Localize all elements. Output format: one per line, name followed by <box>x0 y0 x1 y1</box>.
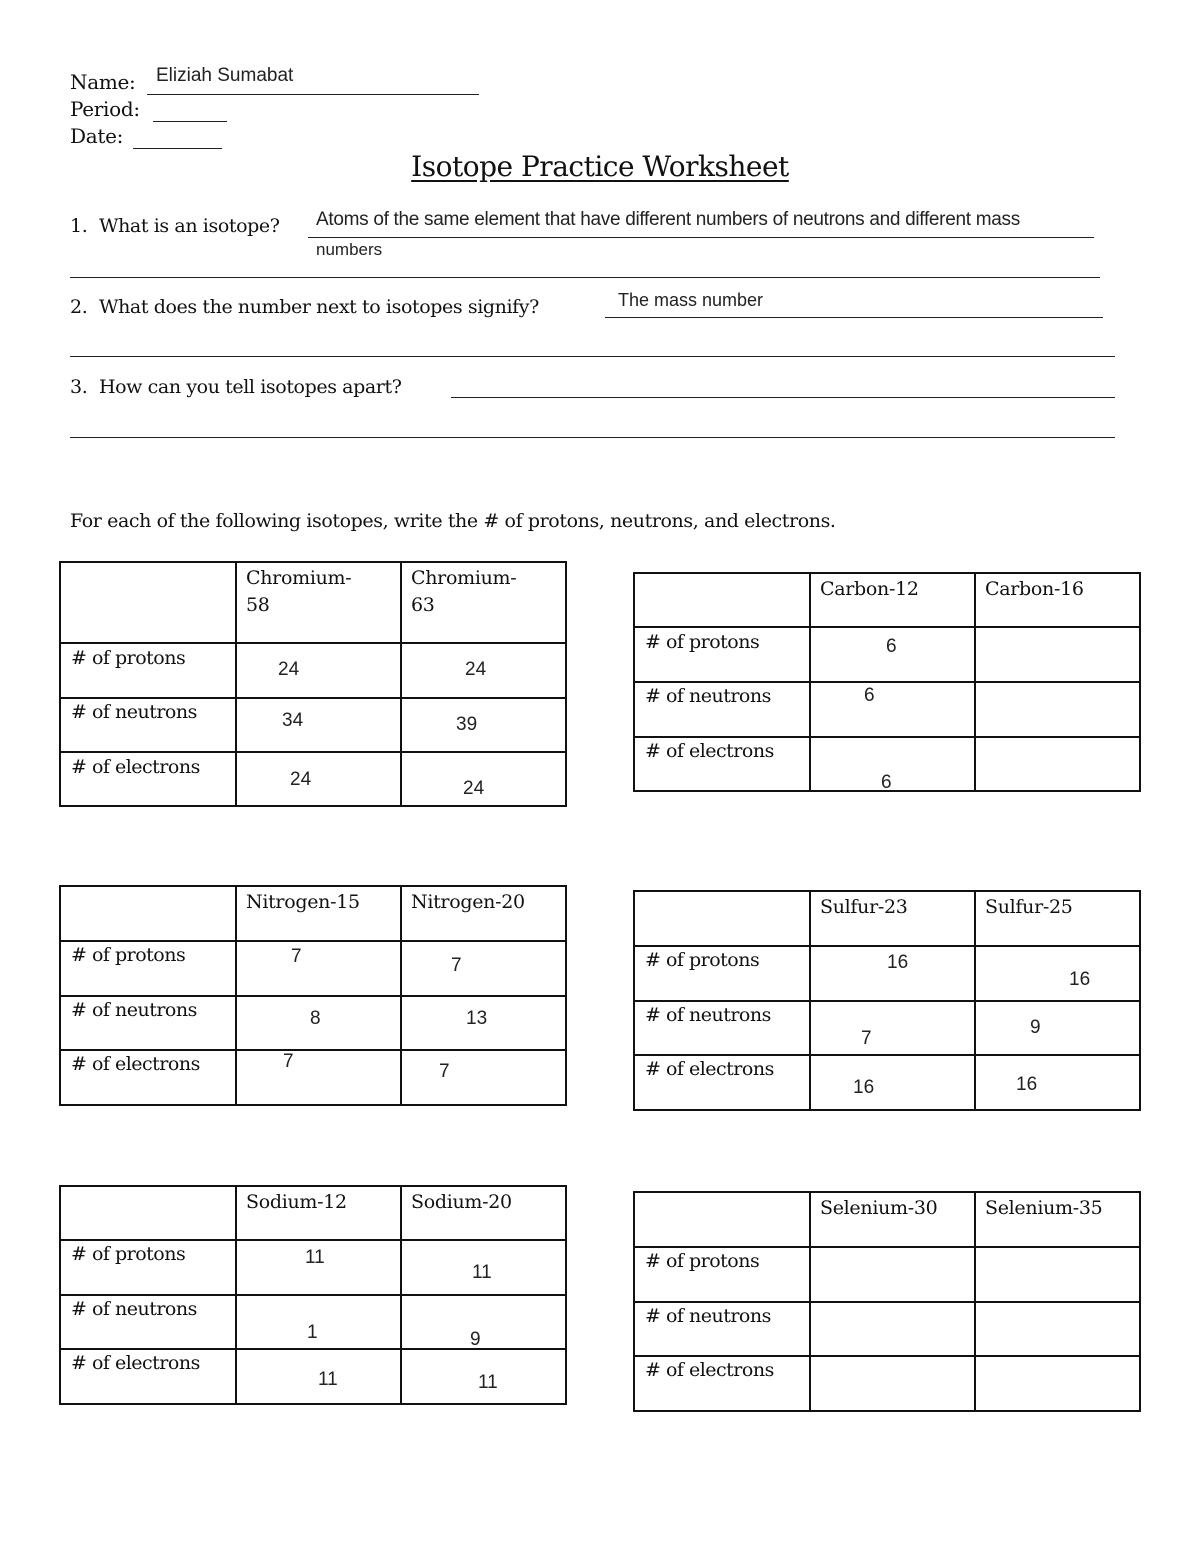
row-label-neutrons: # of neutrons <box>645 1305 771 1327</box>
date-field[interactable] <box>133 148 222 149</box>
period-label: Period: <box>70 97 140 121</box>
cell-value[interactable]: 9 <box>1030 1017 1041 1038</box>
name-field[interactable] <box>147 94 479 95</box>
row-label-protons: # of protons <box>71 944 186 966</box>
question-text: How can you tell isotopes apart? <box>98 376 402 398</box>
cell-value[interactable]: 39 <box>456 714 478 735</box>
cell-value[interactable]: 13 <box>466 1008 488 1029</box>
row-label-electrons: # of electrons <box>645 1359 774 1381</box>
row-label-electrons: # of electrons <box>71 1352 200 1374</box>
name-label: Name: <box>70 70 136 94</box>
row-label-neutrons: # of neutrons <box>71 999 197 1021</box>
row-label-electrons: # of electrons <box>645 1058 774 1080</box>
period-field[interactable] <box>153 121 227 122</box>
column-header: Selenium-30 <box>820 1197 938 1219</box>
row-label-neutrons: # of neutrons <box>71 1298 197 1320</box>
question-number: 2. <box>70 296 88 318</box>
cell-value[interactable]: 7 <box>291 946 302 967</box>
cell-value[interactable]: 34 <box>282 710 304 731</box>
cell-value[interactable]: 24 <box>465 659 487 680</box>
date-label: Date: <box>70 124 124 148</box>
cell-value[interactable]: 6 <box>864 685 875 706</box>
column-header: Sodium-12 <box>246 1191 347 1213</box>
cell-value[interactable]: 16 <box>1016 1074 1038 1095</box>
cell-value[interactable]: 7 <box>861 1028 872 1049</box>
answer-3-field-line-1[interactable] <box>451 397 1115 398</box>
cell-value[interactable]: 7 <box>283 1051 294 1072</box>
column-header: Sodium-20 <box>411 1191 512 1213</box>
isotope-table-selenium <box>633 1191 1141 1412</box>
cell-value[interactable]: 11 <box>472 1262 492 1283</box>
cell-value[interactable]: 16 <box>853 1077 875 1098</box>
question-text: What does the number next to isotopes signify? <box>98 296 539 318</box>
row-label-protons: # of protons <box>71 1243 186 1265</box>
cell-value[interactable]: 11 <box>478 1372 498 1393</box>
answer-3-field-line-2[interactable] <box>70 437 1115 438</box>
row-label-protons: # of protons <box>645 631 760 653</box>
row-label-neutrons: # of neutrons <box>645 685 771 707</box>
cell-value[interactable]: 24 <box>278 659 300 680</box>
answer-1-line-2: numbers <box>316 240 383 259</box>
row-label-electrons: # of electrons <box>71 756 200 778</box>
column-header: Selenium-35 <box>985 1197 1103 1219</box>
row-label-protons: # of protons <box>645 1250 760 1272</box>
instructions: For each of the following isotopes, write the # of protons, neutrons, and electrons. <box>70 510 836 532</box>
column-header: Chromium- 63 <box>411 567 517 616</box>
answer-2-field-line-2[interactable] <box>70 356 1115 357</box>
cell-value[interactable]: 11 <box>318 1369 338 1390</box>
cell-value[interactable]: 16 <box>1069 969 1091 990</box>
row-label-neutrons: # of neutrons <box>71 701 197 723</box>
isotope-table-chromium <box>59 561 567 807</box>
column-header: Sulfur-23 <box>820 896 908 918</box>
row-label-electrons: # of electrons <box>71 1053 200 1075</box>
row-label-electrons: # of electrons <box>645 740 774 762</box>
cell-value[interactable]: 16 <box>887 952 909 973</box>
name-value: Eliziah Sumabat <box>156 65 294 86</box>
column-header: Chromium- 58 <box>246 567 352 616</box>
isotope-table-sulfur <box>633 890 1141 1111</box>
row-label-protons: # of protons <box>71 647 186 669</box>
answer-1-field-line-1[interactable] <box>308 237 1094 238</box>
isotope-table-carbon <box>633 572 1141 792</box>
column-header: Sulfur-25 <box>985 896 1073 918</box>
question-number: 1. <box>70 215 88 237</box>
question-text: What is an isotope? <box>98 215 280 237</box>
cell-value[interactable]: 6 <box>886 636 897 657</box>
cell-value[interactable]: 7 <box>451 955 462 976</box>
answer-1-line-1: Atoms of the same element that have different numbers of neutrons and different mass <box>316 209 1020 230</box>
column-header: Carbon-16 <box>985 578 1084 600</box>
row-label-neutrons: # of neutrons <box>645 1004 771 1026</box>
column-header: Nitrogen-20 <box>411 891 525 913</box>
answer-2-field-line-1[interactable] <box>605 317 1103 318</box>
cell-value[interactable]: 8 <box>310 1008 321 1029</box>
cell-value[interactable]: 9 <box>470 1329 481 1350</box>
isotope-table-nitrogen <box>59 885 567 1106</box>
page-title: Isotope Practice Worksheet <box>411 150 789 183</box>
cell-value[interactable]: 24 <box>463 778 485 799</box>
answer-1-field-line-2[interactable] <box>70 277 1100 278</box>
cell-value[interactable]: 1 <box>307 1322 318 1343</box>
cell-value[interactable]: 11 <box>305 1247 325 1268</box>
cell-value[interactable]: 24 <box>290 769 312 790</box>
question-number: 3. <box>70 376 88 398</box>
column-header: Nitrogen-15 <box>246 891 360 913</box>
answer-2-line-1: The mass number <box>618 290 764 310</box>
column-header: Carbon-12 <box>820 578 919 600</box>
isotope-table-sodium <box>59 1185 567 1405</box>
row-label-protons: # of protons <box>645 949 760 971</box>
cell-value[interactable]: 6 <box>881 772 892 793</box>
cell-value[interactable]: 7 <box>439 1061 450 1082</box>
